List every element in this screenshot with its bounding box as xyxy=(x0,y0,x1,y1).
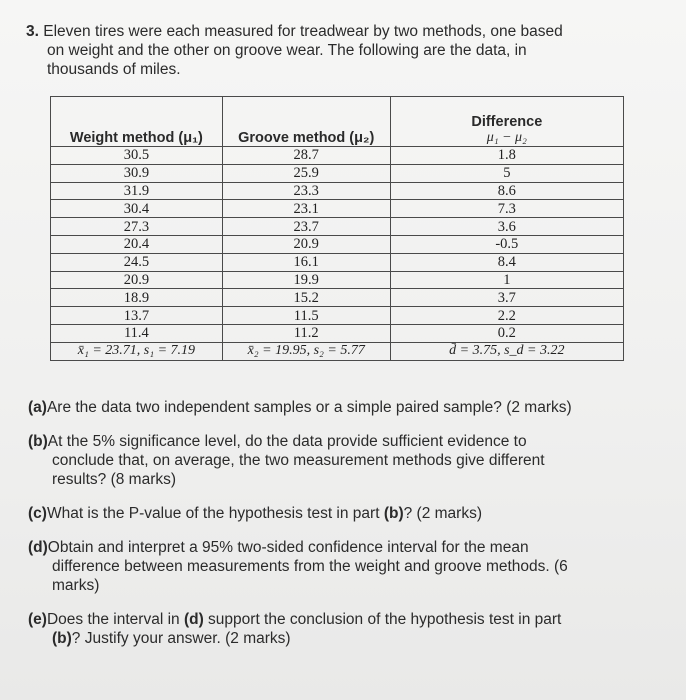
cell-difference: 1.8 xyxy=(390,147,623,165)
table-row xyxy=(51,218,624,236)
part-c-text-before: What is the P-value of the hypothesis test in part xyxy=(46,505,384,522)
cell-groove: 11.2 xyxy=(222,324,390,342)
question-text-3: thousands of miles. xyxy=(47,61,181,78)
part-e xyxy=(28,610,668,648)
cell-difference: 0.2 xyxy=(390,324,623,342)
part-d-text-2: difference between measurements from the weight and groove methods. (6 xyxy=(52,558,568,575)
header-weight-method: Weight method (μ₁) xyxy=(51,97,223,147)
table-row xyxy=(51,164,624,182)
cell-groove: 23.3 xyxy=(222,182,390,200)
question-number: 3. xyxy=(26,23,39,40)
table-row xyxy=(51,235,624,253)
summary-difference: d̄ = 3.75, s_d = 3.22 xyxy=(390,342,623,360)
part-e-text-1a: Does the interval in xyxy=(46,611,184,628)
cell-groove: 11.5 xyxy=(222,307,390,325)
summary-groove: x̄₂ = 19.95, s₂ = 5.77 xyxy=(222,342,390,360)
cell-weight: 18.9 xyxy=(51,289,223,307)
part-e-ref-b: (b) xyxy=(52,630,72,647)
cell-groove: 15.2 xyxy=(222,289,390,307)
summary-weight: x̄₁ = 23.71, s₁ = 7.19 xyxy=(51,342,223,360)
table-row xyxy=(51,253,624,271)
cell-difference: 3.7 xyxy=(390,289,623,307)
part-d xyxy=(28,538,668,595)
cell-groove: 28.7 xyxy=(222,147,390,165)
part-e-text-2: ? Justify your answer. (2 marks) xyxy=(71,630,291,647)
cell-weight: 30.4 xyxy=(51,200,223,218)
table-row xyxy=(51,289,624,307)
cell-weight: 27.3 xyxy=(51,218,223,236)
cell-weight: 11.4 xyxy=(51,324,223,342)
cell-difference: 5 xyxy=(390,164,623,182)
cell-weight: 31.9 xyxy=(51,182,223,200)
part-b-label: (b) xyxy=(28,433,48,450)
part-d-label: (d) xyxy=(28,539,48,556)
cell-groove: 23.1 xyxy=(222,200,390,218)
part-b-text-1: At the 5% significance level, do the data provide sufficient evidence to xyxy=(47,433,527,450)
table-row xyxy=(51,147,624,165)
cell-difference: -0.5 xyxy=(390,235,623,253)
part-c-label: (c) xyxy=(28,505,47,522)
part-b xyxy=(28,432,668,489)
cell-groove: 16.1 xyxy=(222,253,390,271)
data-table xyxy=(50,96,624,361)
part-e-label: (e) xyxy=(28,611,47,628)
cell-difference: 1 xyxy=(390,271,623,289)
part-c-ref: (b) xyxy=(383,505,404,522)
table-row xyxy=(51,271,624,289)
part-c-text-after: ? (2 marks) xyxy=(403,505,482,522)
part-e-text-1b: support the conclusion of the hypothesis test in part xyxy=(203,611,562,628)
table-summary-row xyxy=(51,342,624,360)
part-b-text-2: conclude that, on average, the two measurement methods give different xyxy=(52,452,545,469)
header-difference-title: Difference xyxy=(471,114,543,130)
question-text-1: Eleven tires were each measured for treadwear by two methods, one based xyxy=(43,23,563,40)
cell-difference: 2.2 xyxy=(390,307,623,325)
cell-weight: 20.4 xyxy=(51,235,223,253)
header-groove-method: Groove method (μ₂) xyxy=(222,97,390,147)
part-c xyxy=(28,504,668,523)
cell-difference: 8.4 xyxy=(390,253,623,271)
cell-weight: 24.5 xyxy=(51,253,223,271)
cell-groove: 19.9 xyxy=(222,271,390,289)
cell-groove: 23.7 xyxy=(222,218,390,236)
header-difference xyxy=(390,97,623,147)
cell-groove: 20.9 xyxy=(222,235,390,253)
part-b-text-3: results? (8 marks) xyxy=(52,471,177,488)
table-header-row xyxy=(51,97,624,147)
question-text-2: on weight and the other on groove wear. The following are the data, in xyxy=(47,42,527,59)
part-d-text-1: Obtain and interpret a 95% two-sided confidence interval for the mean xyxy=(47,539,529,556)
cell-difference: 3.6 xyxy=(390,218,623,236)
cell-difference: 7.3 xyxy=(390,200,623,218)
question-parts xyxy=(28,398,668,648)
cell-weight: 20.9 xyxy=(51,271,223,289)
question-line-1 xyxy=(26,22,666,41)
cell-groove: 25.9 xyxy=(222,164,390,182)
table-row xyxy=(51,182,624,200)
table-body xyxy=(51,147,624,343)
cell-weight: 13.7 xyxy=(51,307,223,325)
part-e-ref-d: (d) xyxy=(183,611,204,628)
cell-weight: 30.5 xyxy=(51,147,223,165)
cell-weight: 30.9 xyxy=(51,164,223,182)
table-row xyxy=(51,324,624,342)
part-a-text: Are the data two independent samples or a simple paired sample? (2 marks) xyxy=(46,399,572,416)
part-a xyxy=(28,398,668,417)
table-row xyxy=(51,200,624,218)
header-difference-formula: μ₁ − μ₂ xyxy=(486,130,527,145)
part-d-text-3: marks) xyxy=(52,577,100,594)
question-intro xyxy=(26,22,666,79)
part-a-label: (a) xyxy=(28,399,47,416)
table-row xyxy=(51,307,624,325)
cell-difference: 8.6 xyxy=(390,182,623,200)
